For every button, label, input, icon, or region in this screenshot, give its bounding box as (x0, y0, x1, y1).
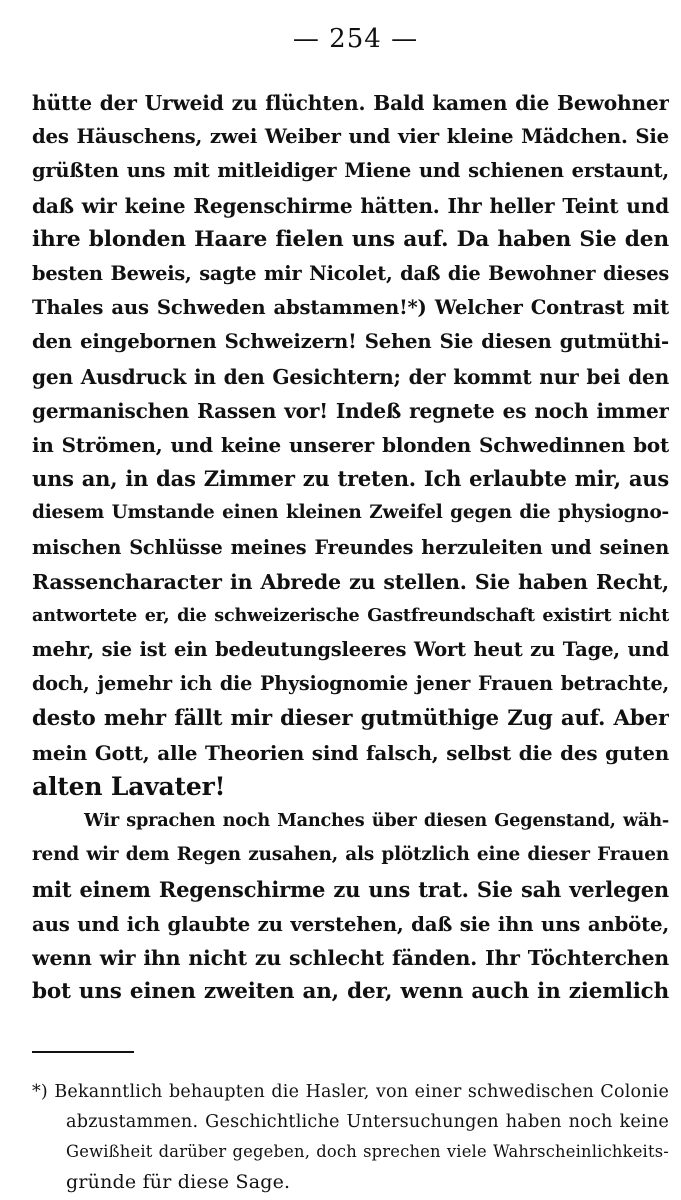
text-line: Wir sprachen noch Manches über diesen Gegenstand, wäh- (84, 810, 669, 832)
text-line: wenn wir ihn nicht zu schlecht fänden. Ihr Töchterchen (32, 946, 669, 971)
text-line: gen Ausdruck in den Gesichtern; der kommt nur bei den (32, 364, 669, 389)
paragraph (32, 86, 669, 804)
footnote (32, 1077, 669, 1197)
text-line: besten Beweis, sagte mir Nicolet, daß die Bewohner dieses (32, 262, 669, 286)
text-line: Thales aus Schweden abstammen!*) Welcher Contrast mit (32, 296, 669, 320)
text-line: diesem Umstande einen kleinen Zweifel gegen die physiogno- (32, 502, 669, 524)
text-line: hütte der Urweid zu flüchten. Bald kamen die Bewohner (32, 91, 669, 115)
text-line: des Häuschens, zwei Weiber und vier kleine Mädchen. Sie (32, 125, 669, 149)
text-line: alten Lavater! (32, 772, 226, 802)
text-line: aus und ich glaubte zu verstehen, daß sie ihn uns anböte, (32, 911, 669, 936)
text-line: grüßten uns mit mitleidiger Miene und schienen erstaunt, (32, 159, 669, 183)
main-text (32, 86, 669, 1009)
footnote-line: Gewißheit darüber gegeben, doch sprechen viele Wahrscheinlichkeits- (66, 1142, 669, 1162)
text-line: rend wir dem Regen zusahen, als plötzlich eine dieser Frauen (32, 844, 669, 866)
text-line: germanischen Rassen vor! Indeß regnete es noch immer (32, 398, 669, 423)
text-line: daß wir keine Regenschirme hätten. Ihr heller Teint und (32, 193, 669, 218)
footnote-divider (32, 1051, 134, 1053)
page-number-header: — 254 — (292, 24, 419, 54)
text-line: mit einem Regenschirme zu uns trat. Sie sah verlegen (32, 876, 669, 902)
footnote-line: *) Bekanntlich behaupten die Hasler, von einer schwedischen Colonie (32, 1082, 669, 1103)
text-line: desto mehr fällt mir dieser gutmüthige Zug auf. Aber (32, 705, 669, 731)
text-line: mehr, sie ist ein bedeutungsleeres Wort heut zu Tage, und (32, 638, 669, 662)
text-line: mein Gott, alle Theorien sind falsch, selbst die des guten (32, 740, 669, 765)
text-line: uns an, in das Zimmer zu treten. Ich erlaubte mir, aus (32, 466, 669, 492)
text-line: ihre blonden Haare fielen uns auf. Da haben Sie den (32, 226, 669, 252)
text-line: doch, jemehr ich die Physiognomie jener Frauen betrachte, (32, 672, 669, 696)
text-line: den eingebornen Schweizern! Sehen Sie diesen gutmüthi- (32, 330, 669, 354)
text-line: bot uns einen zweiten an, der, wenn auch in ziemlich (32, 979, 669, 1005)
text-line: mischen Schlüsse meines Freundes herzuleiten und seinen (32, 535, 669, 559)
paragraph (32, 804, 669, 1009)
text-line: antwortete er, die schweizerische Gastfreundschaft existirt nicht (32, 605, 669, 627)
footnote-line: gründe für diese Sage. (66, 1171, 291, 1194)
footnote-line: abzustammen. Geschichtliche Untersuchungen haben noch keine (66, 1112, 669, 1133)
text-line: in Strömen, und keine unserer blonden Schwedinnen bot (32, 433, 669, 458)
text-line: Rassencharacter in Abrede zu stellen. Sie haben Recht, (32, 569, 669, 594)
